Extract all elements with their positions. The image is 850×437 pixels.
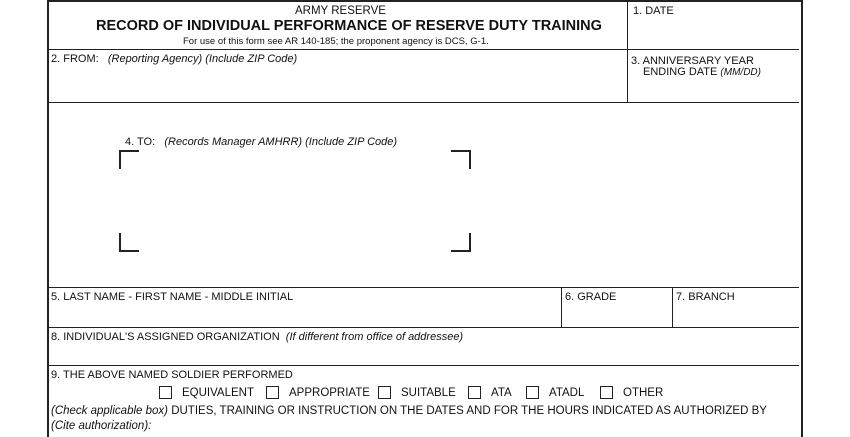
anniversary-divider: [627, 50, 628, 102]
organization-field[interactable]: [55, 345, 785, 363]
checkbox-other[interactable]: [600, 386, 613, 399]
grade-label: 6. GRADE: [565, 291, 617, 303]
to-address-field[interactable]: [131, 172, 451, 230]
to-label-number: 4. TO:: [125, 136, 156, 148]
grade-field[interactable]: [567, 305, 667, 325]
checkbox-appropriate[interactable]: [266, 386, 279, 399]
date-cell: [627, 0, 628, 50]
anniversary-label-line2: [643, 66, 761, 79]
option-suitable-label: SUITABLE: [401, 387, 456, 399]
checkbox-ata[interactable]: [468, 386, 481, 399]
divider-name: [47, 327, 799, 328]
date-label: 1. DATE: [633, 5, 674, 17]
organization-hint: (If different from office of addressee): [285, 331, 464, 343]
name-label: 5. LAST NAME - FIRST NAME - MIDDLE INITIAL: [51, 291, 294, 303]
grade-divider: [561, 288, 562, 328]
performed-line2: [51, 405, 767, 417]
divider-organization: [47, 365, 799, 366]
form-subtitle: For use of this form see AR 140-185; the proponent agency is DCS, G-1.: [183, 36, 489, 47]
option-other-label: OTHER: [623, 387, 664, 399]
divider-header: [47, 49, 799, 50]
to-hint: (Records Manager AMHRR) (Include ZIP Code): [164, 136, 398, 148]
checkbox-equivalent[interactable]: [159, 386, 172, 399]
checkbox-atadl[interactable]: [526, 386, 539, 399]
anniversary-field[interactable]: [635, 80, 785, 98]
anniversary-label-line1: 3. ANNIVERSARY YEAR: [631, 55, 754, 67]
from-field[interactable]: [55, 70, 615, 98]
address-corner-bottom-right: [451, 233, 471, 252]
option-atadl-label: ATADL: [549, 387, 585, 399]
divider-to: [47, 287, 799, 288]
from-label: [51, 53, 297, 65]
branch-field[interactable]: [677, 305, 792, 325]
performed-line2-hint: (Check applicable box): [51, 405, 168, 417]
name-field[interactable]: [55, 305, 555, 325]
anniversary-label-text: ENDING DATE: [643, 66, 718, 78]
divider-from: [47, 102, 799, 103]
option-ata-label: ATA: [491, 387, 512, 399]
organization-label-number: 8. INDIVIDUAL'S ASSIGNED ORGANIZATION: [51, 331, 280, 343]
reserve-duty-training-form: [47, 0, 801, 435]
address-corner-top-left: [119, 150, 139, 169]
option-equivalent-label: EQUIVALENT: [182, 387, 254, 399]
to-label: [125, 136, 397, 148]
anniversary-hint: (MM/DD): [720, 67, 761, 78]
performed-label: 9. THE ABOVE NAMED SOLDIER PERFORMED: [51, 369, 293, 381]
performed-line2-text: DUTIES, TRAINING OR INSTRUCTION ON THE DATES AND FOR THE HOURS INDICATED AS AUTHORIZED BY: [171, 405, 767, 417]
option-appropriate-label: APPROPRIATE: [289, 387, 370, 399]
from-label-number: 2. FROM:: [51, 53, 99, 65]
date-field[interactable]: [635, 24, 785, 44]
organization-label: [51, 331, 463, 343]
branch-label: 7. BRANCH: [676, 291, 735, 303]
checkbox-suitable[interactable]: [378, 386, 391, 399]
branch-divider: [672, 288, 673, 328]
from-hint: (Reporting Agency) (Include ZIP Code): [107, 53, 298, 65]
agency-label: ARMY RESERVE: [295, 5, 386, 17]
address-corner-bottom-left: [119, 233, 139, 252]
performed-line3-hint: (Cite authorization):: [51, 420, 152, 432]
form-title: RECORD OF INDIVIDUAL PERFORMANCE OF RESERVE DUTY TRAINING: [96, 18, 602, 34]
address-corner-top-right: [451, 150, 471, 169]
